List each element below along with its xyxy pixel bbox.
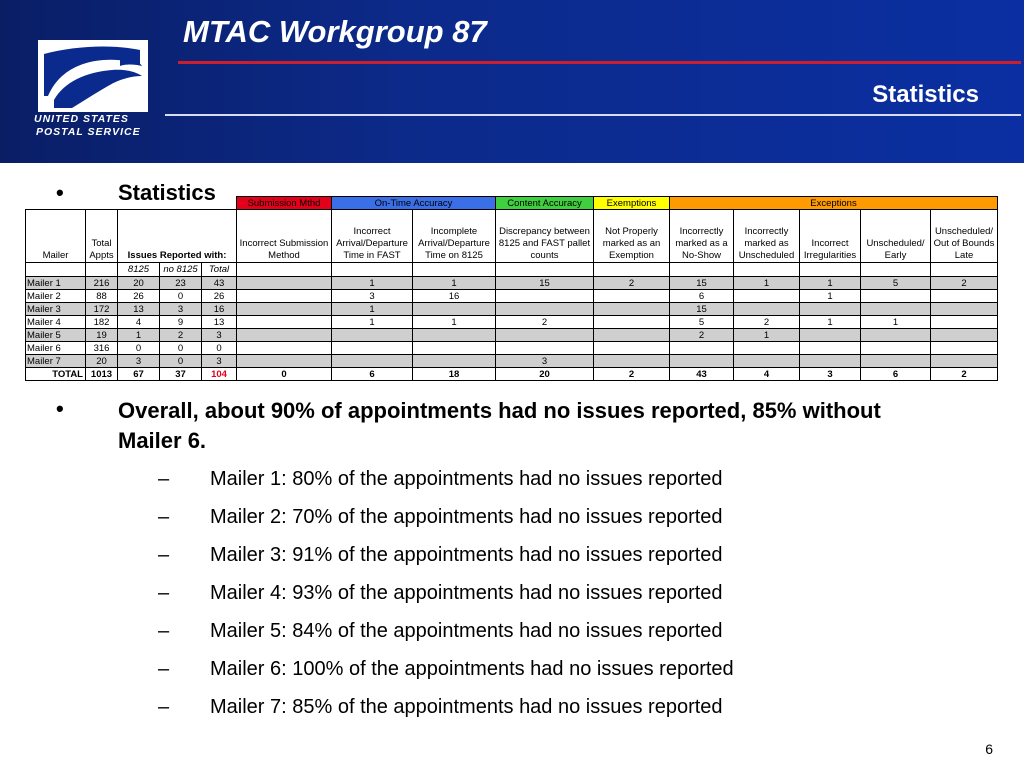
table-cell: 15	[496, 277, 594, 290]
table-cell	[496, 290, 594, 303]
category-submission: Submission Mthd	[237, 197, 332, 210]
table-cell: 3	[496, 355, 594, 368]
dash-icon: –	[158, 544, 170, 566]
col-c3: Incomplete Arrival/Departure Time on 8125	[413, 210, 496, 263]
table-row	[26, 316, 998, 329]
total-issues-cell: 104	[202, 368, 237, 381]
table-cell: 2	[496, 316, 594, 329]
table-cell	[734, 355, 800, 368]
dash-icon: –	[158, 582, 170, 604]
table-row	[26, 290, 998, 303]
table-cell: 3	[160, 303, 202, 316]
table-cell: 1	[413, 277, 496, 290]
table-cell	[800, 355, 861, 368]
col-c8: Incorrect Irregularities	[800, 210, 861, 263]
category-exemptions: Exemptions	[594, 197, 670, 210]
table-cell: 3	[202, 329, 237, 342]
table-cell	[237, 277, 332, 290]
table-cell: 26	[202, 290, 237, 303]
bullet-statistics: Statistics	[118, 180, 216, 205]
table-row	[26, 277, 998, 290]
col-mailer: Mailer	[26, 210, 86, 263]
dash-icon: –	[158, 696, 170, 718]
mailer-name-cell: Mailer 2	[26, 290, 86, 303]
table-cell	[931, 329, 998, 342]
table-cell	[861, 303, 931, 316]
table-cell	[931, 290, 998, 303]
table-cell: 20	[86, 355, 118, 368]
table-cell	[594, 342, 670, 355]
table-cell: 0	[160, 342, 202, 355]
table-cell	[734, 290, 800, 303]
table-cell: 1	[413, 316, 496, 329]
table-cell: 2	[670, 329, 734, 342]
table-cell: 0	[160, 355, 202, 368]
table-cell	[861, 290, 931, 303]
table-cell: 5	[861, 277, 931, 290]
table-cell: 16	[413, 290, 496, 303]
table-cell	[496, 329, 594, 342]
table-cell	[594, 355, 670, 368]
red-divider	[178, 61, 1021, 64]
usps-eagle-logo-icon	[34, 36, 152, 116]
table-cell: 3	[332, 290, 413, 303]
light-divider	[165, 114, 1021, 116]
table-cell	[594, 290, 670, 303]
table-cell	[931, 342, 998, 355]
list-item-text: Mailer 1: 80% of the appointments had no issues reported	[210, 468, 723, 490]
total-cell: 2	[594, 368, 670, 381]
table-cell: 3	[202, 355, 237, 368]
table-cell: 1	[800, 290, 861, 303]
table-cell: 15	[670, 303, 734, 316]
table-cell: 1	[332, 316, 413, 329]
subcol-total: Total	[202, 263, 237, 277]
dash-icon: –	[158, 468, 170, 490]
total-cell: 43	[670, 368, 734, 381]
total-cell: 2	[931, 368, 998, 381]
table-cell: 4	[118, 316, 160, 329]
table-cell: 1	[332, 303, 413, 316]
list-item-text: Mailer 2: 70% of the appointments had no issues reported	[210, 506, 723, 528]
table-cell: 15	[670, 277, 734, 290]
col-c6: Incorrectly marked as a No-Show	[670, 210, 734, 263]
table-cell: 0	[202, 342, 237, 355]
mailer-name-cell: Mailer 6	[26, 342, 86, 355]
col-c9: Unscheduled/ Early	[861, 210, 931, 263]
subheader-row	[26, 263, 998, 277]
table-cell	[496, 303, 594, 316]
table-cell	[931, 316, 998, 329]
table-cell	[734, 303, 800, 316]
table-cell	[237, 342, 332, 355]
table-cell	[670, 355, 734, 368]
category-on-time: On-Time Accuracy	[332, 197, 496, 210]
dash-icon: –	[158, 506, 170, 528]
table-cell: 316	[86, 342, 118, 355]
table-cell: 23	[160, 277, 202, 290]
table-cell	[237, 316, 332, 329]
table-cell	[931, 355, 998, 368]
slide-section-title: Statistics	[872, 81, 979, 108]
table-cell	[237, 329, 332, 342]
table-cell	[594, 303, 670, 316]
table-cell: 182	[86, 316, 118, 329]
table-cell	[800, 342, 861, 355]
table-cell: 1	[800, 277, 861, 290]
table-cell: 88	[86, 290, 118, 303]
statistics-table	[25, 196, 998, 381]
bullet-icon: •	[56, 396, 64, 421]
table-cell: 2	[594, 277, 670, 290]
total-cell: 6	[332, 368, 413, 381]
table-cell	[594, 329, 670, 342]
total-cell: 18	[413, 368, 496, 381]
table-cell	[931, 303, 998, 316]
table-cell: 1	[861, 316, 931, 329]
table-cell: 1	[800, 316, 861, 329]
total-cell: 20	[496, 368, 594, 381]
total-cell: 1013	[86, 368, 118, 381]
table-cell: 1	[734, 329, 800, 342]
category-content: Content Accuracy	[496, 197, 594, 210]
table-cell: 13	[202, 316, 237, 329]
total-label: TOTAL	[26, 368, 86, 381]
table-cell: 2	[734, 316, 800, 329]
table-row	[26, 303, 998, 316]
total-cell: 37	[160, 368, 202, 381]
table-cell: 26	[118, 290, 160, 303]
table-cell	[413, 329, 496, 342]
table-cell: 13	[118, 303, 160, 316]
col-c7: Incorrectly marked as Unscheduled	[734, 210, 800, 263]
table-cell	[496, 342, 594, 355]
mailer-name-cell: Mailer 1	[26, 277, 86, 290]
table-cell: 16	[202, 303, 237, 316]
list-item-text: Mailer 6: 100% of the appointments had no issues reported	[210, 658, 734, 680]
col-c4: Discrepancy between 8125 and FAST pallet counts	[496, 210, 594, 263]
table-cell	[237, 290, 332, 303]
header-row	[26, 210, 998, 263]
total-cell: 0	[237, 368, 332, 381]
total-cell: 67	[118, 368, 160, 381]
page-number: 6	[985, 741, 993, 757]
mailer-name-cell: Mailer 3	[26, 303, 86, 316]
table-cell: 2	[160, 329, 202, 342]
table-row	[26, 329, 998, 342]
table-cell	[413, 355, 496, 368]
table-cell	[237, 355, 332, 368]
slide-header	[0, 0, 1024, 163]
total-cell: 4	[734, 368, 800, 381]
bullet-icon: •	[56, 180, 64, 205]
table-row	[26, 342, 998, 355]
table-cell: 5	[670, 316, 734, 329]
total-cell: 3	[800, 368, 861, 381]
table-cell: 172	[86, 303, 118, 316]
category-row	[26, 197, 998, 210]
table-cell: 9	[160, 316, 202, 329]
list-item-text: Mailer 4: 93% of the appointments had no issues reported	[210, 582, 723, 604]
table-cell: 6	[670, 290, 734, 303]
table-cell	[800, 329, 861, 342]
table-cell: 0	[160, 290, 202, 303]
col-c10: Unscheduled/ Out of Bounds Late	[931, 210, 998, 263]
table-cell	[237, 303, 332, 316]
table-cell: 1	[332, 277, 413, 290]
table-cell	[332, 329, 413, 342]
table-cell	[594, 316, 670, 329]
table-cell	[861, 342, 931, 355]
table-cell: 2	[931, 277, 998, 290]
subcol-8125: 8125	[118, 263, 160, 277]
table-cell: 0	[118, 342, 160, 355]
table-cell	[670, 342, 734, 355]
list-item-text: Mailer 7: 85% of the appointments had no issues reported	[210, 696, 723, 718]
col-issues: Issues Reported with:	[118, 210, 237, 263]
table-cell: 43	[202, 277, 237, 290]
dash-icon: –	[158, 658, 170, 680]
mailer-name-cell: Mailer 4	[26, 316, 86, 329]
table-cell	[861, 355, 931, 368]
total-cell: 6	[861, 368, 931, 381]
table-cell: 19	[86, 329, 118, 342]
table-cell: 216	[86, 277, 118, 290]
table-cell	[734, 342, 800, 355]
list-item-text: Mailer 3: 91% of the appointments had no issues reported	[210, 544, 723, 566]
presentation-title: MTAC Workgroup 87	[183, 14, 487, 49]
logo-text-line1: UNITED STATES	[34, 113, 129, 125]
total-row	[26, 368, 998, 381]
table-cell	[332, 342, 413, 355]
table-cell	[861, 329, 931, 342]
table-cell: 3	[118, 355, 160, 368]
mailer-name-cell: Mailer 5	[26, 329, 86, 342]
table-cell: 20	[118, 277, 160, 290]
table-cell: 1	[734, 277, 800, 290]
col-total-appts: Total Appts	[86, 210, 118, 263]
col-c2: Incorrect Arrival/Departure Time in FAST	[332, 210, 413, 263]
col-c1: Incorrect Submission Method	[237, 210, 332, 263]
logo-text-line2: POSTAL SERVICE	[36, 126, 141, 138]
table-cell	[413, 303, 496, 316]
category-exceptions: Exceptions	[670, 197, 998, 210]
table-cell: 1	[118, 329, 160, 342]
subcol-no-8125: no 8125	[160, 263, 202, 277]
mailer-name-cell: Mailer 7	[26, 355, 86, 368]
list-item-text: Mailer 5: 84% of the appointments had no issues reported	[210, 620, 723, 642]
table-cell	[413, 342, 496, 355]
dash-icon: –	[158, 620, 170, 642]
col-c5: Not Properly marked as an Exemption	[594, 210, 670, 263]
bullet-overall: Overall, about 90% of appointments had no issues reported, 85% without Mailer 6.	[118, 398, 881, 453]
table-cell	[800, 303, 861, 316]
table-cell	[332, 355, 413, 368]
table-row	[26, 355, 998, 368]
